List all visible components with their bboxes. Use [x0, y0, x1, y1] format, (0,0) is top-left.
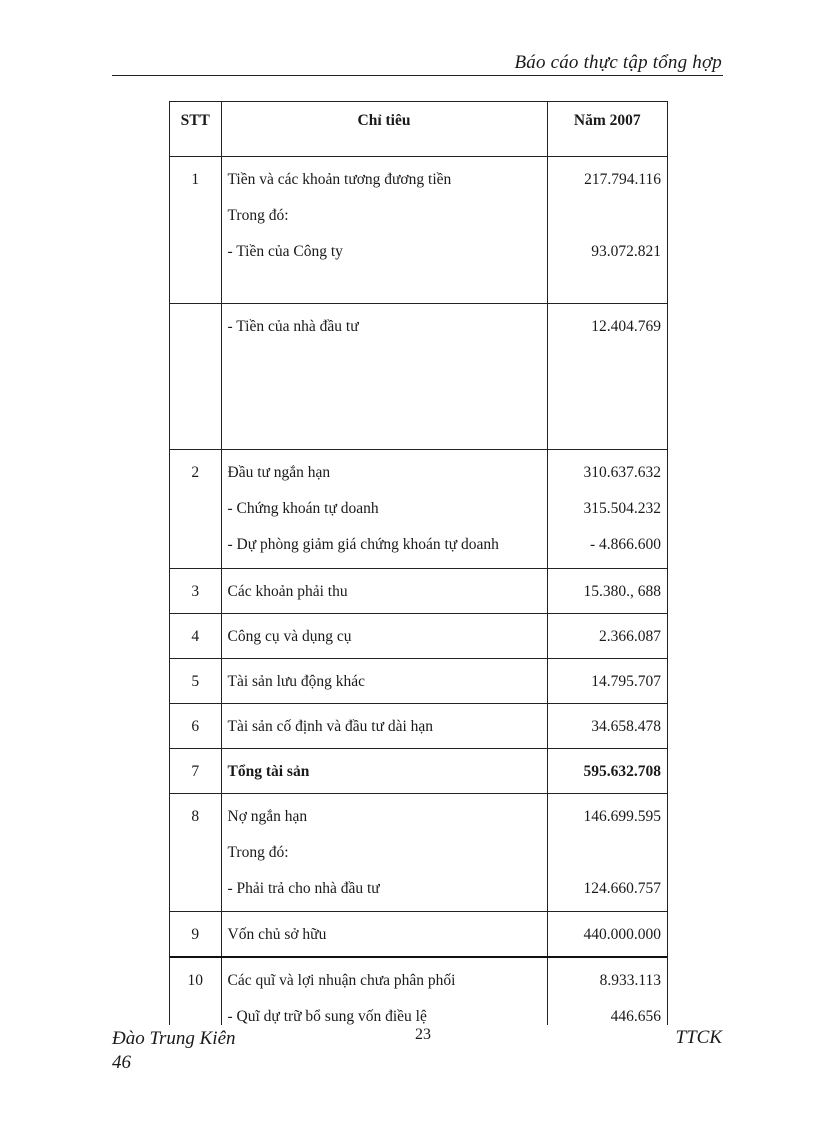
- line-value: 146.699.595: [583, 808, 661, 825]
- row-label: [221, 304, 547, 450]
- row-value: [547, 659, 667, 704]
- header-divider: [112, 75, 723, 76]
- row-stt: 2: [170, 450, 221, 569]
- table-row: [170, 659, 667, 704]
- line-value: 124.660.757: [583, 880, 661, 897]
- row-stt: 4: [170, 614, 221, 659]
- row-value: [547, 304, 667, 450]
- line-value: 34.658.478: [591, 718, 661, 735]
- line-label: - Phải trả cho nhà đầu tư: [227, 880, 380, 897]
- row-stt: 9: [170, 912, 221, 958]
- line-value: 315.504.232: [583, 500, 661, 517]
- page-number: 23: [415, 1026, 431, 1043]
- row-stt: 5: [170, 659, 221, 704]
- line-label: Tổng tài sản: [227, 763, 310, 780]
- line-value: - 4.866.600: [589, 536, 661, 553]
- row-value: [547, 912, 667, 958]
- table-row-total: [170, 749, 667, 794]
- row-stt: 1: [170, 157, 221, 304]
- line-value: 15.380., 688: [583, 583, 661, 600]
- line-label: Công cụ và dụng cụ: [227, 628, 352, 645]
- table-row: [170, 704, 667, 749]
- line-label: Vốn chủ sở hữu: [227, 926, 327, 943]
- table-row: [170, 569, 667, 614]
- line-label: - Tiền của Công ty: [227, 243, 343, 260]
- row-stt: 10: [170, 957, 221, 1025]
- line-value: 440.000.000: [583, 926, 661, 943]
- table-row: [170, 450, 667, 569]
- line-value: 217.794.116: [584, 171, 661, 188]
- table-row: [170, 614, 667, 659]
- row-value: [547, 749, 667, 794]
- column-header-value: Năm 2007: [547, 102, 667, 157]
- row-stt: 8: [170, 794, 221, 912]
- row-stt: 7: [170, 749, 221, 794]
- line-value: 12.404.769: [591, 318, 661, 335]
- line-value: 2.366.087: [599, 628, 661, 645]
- row-label: [221, 569, 547, 614]
- column-header-stt: STT: [170, 102, 221, 157]
- table-row: [170, 794, 667, 912]
- line-label: Tiền và các khoản tương đương tiền: [227, 171, 452, 188]
- row-label: [221, 157, 547, 304]
- line-label: Tài sản lưu động khác: [227, 673, 366, 690]
- row-value: [547, 450, 667, 569]
- line-label: - Dự phòng giảm giá chứng khoán tự doanh: [227, 536, 499, 553]
- report-header-title: Báo cáo thực tập tổng hợp: [514, 52, 722, 73]
- row-stt: [170, 304, 221, 450]
- table-row: [170, 912, 667, 958]
- row-label: [221, 614, 547, 659]
- row-label: [221, 450, 547, 569]
- row-label: [221, 912, 547, 958]
- column-header-name: Chỉ tiêu: [221, 102, 547, 157]
- line-label: Trong đó:: [227, 207, 289, 224]
- line-value: 446.656: [610, 1008, 661, 1025]
- balance-table-container: [169, 101, 668, 1025]
- table-row: [170, 157, 667, 304]
- line-value: 14.795.707: [591, 673, 661, 690]
- author-line2: 46: [112, 1052, 131, 1073]
- row-label: [221, 704, 547, 749]
- row-label: [221, 749, 547, 794]
- balance-table: [170, 102, 667, 1025]
- row-value: [547, 569, 667, 614]
- row-label: [221, 659, 547, 704]
- row-value: [547, 157, 667, 304]
- author-name: Đào Trung Kiên: [112, 1028, 236, 1049]
- row-value: [547, 957, 667, 1025]
- line-value: 595.632.708: [583, 763, 661, 780]
- row-value: [547, 614, 667, 659]
- line-label: Các khoản phải thu: [227, 583, 348, 600]
- row-label: [221, 794, 547, 912]
- line-value: 310.637.632: [583, 464, 661, 481]
- row-value: [547, 704, 667, 749]
- line-label: Các quĩ và lợi nhuận chưa phân phối: [227, 972, 456, 989]
- line-label: Trong đó:: [227, 844, 289, 861]
- line-value: [548, 198, 662, 234]
- line-label: - Quĩ dự trữ bổ sung vốn điều lệ: [227, 1008, 427, 1025]
- row-value: [547, 794, 667, 912]
- row-stt: 3: [170, 569, 221, 614]
- line-label: Nợ ngắn hạn: [227, 808, 308, 825]
- line-label: Tài sản cố định và đầu tư dài hạn: [227, 718, 434, 735]
- table-row: [170, 957, 667, 1025]
- line-value: [548, 835, 662, 871]
- line-value: 93.072.821: [591, 243, 661, 260]
- line-label: - Chứng khoán tự doanh: [227, 500, 379, 517]
- table-header-row: [170, 102, 667, 157]
- line-value: 8.933.113: [599, 972, 661, 989]
- line-label: Đầu tư ngắn hạn: [227, 464, 331, 481]
- table-row: [170, 304, 667, 450]
- footer-author: [112, 1027, 236, 1075]
- footer-department: TTCK: [675, 1027, 722, 1048]
- line-label: - Tiền của nhà đầu tư: [227, 318, 359, 335]
- row-label: [221, 957, 547, 1025]
- row-stt: 6: [170, 704, 221, 749]
